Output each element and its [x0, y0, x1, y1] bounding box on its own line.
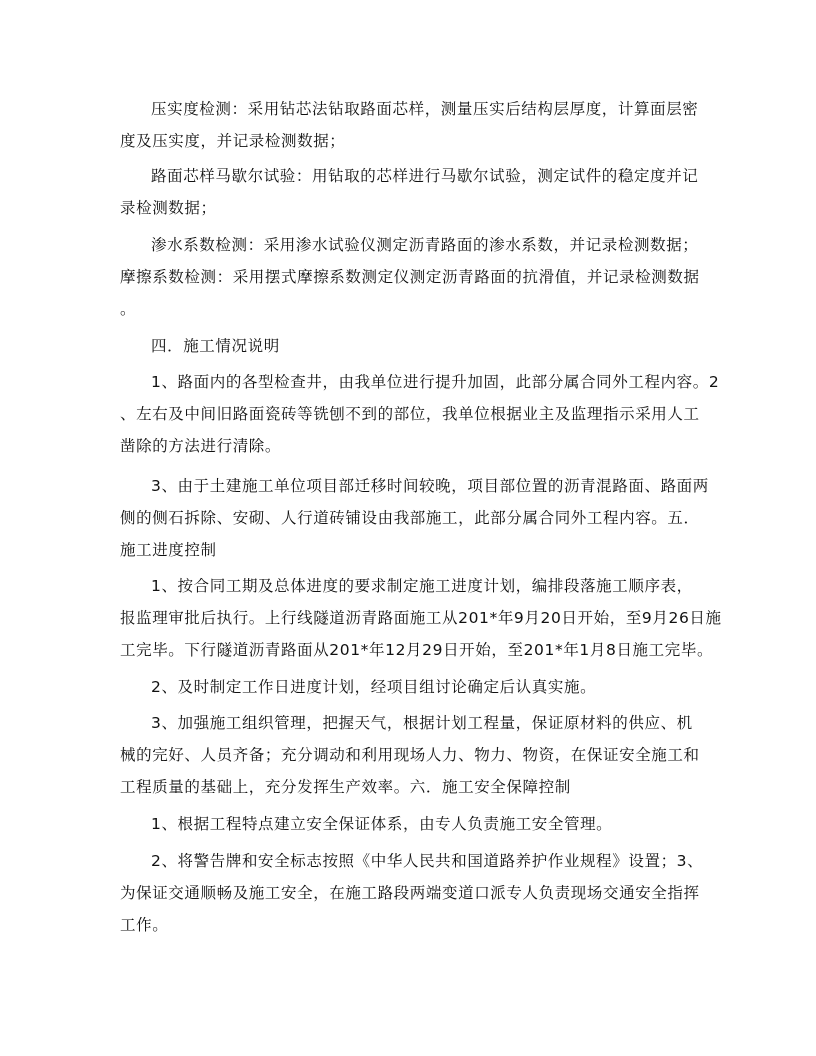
paragraph-schedule-plan — [120, 570, 722, 666]
paragraph-management — [120, 707, 698, 803]
text-line: 为保证交通顺畅及施工安全，在施工路段两端变道口派专人负责现场交通安全指挥 — [120, 884, 700, 902]
text-line: 、左右及中间旧路面瓷砖等铣刨不到的部位，我单位根据业主及监理指示采用人工 — [120, 405, 700, 423]
text-line: 1、路面内的各型检查井，由我单位进行提升加固，此部分属合同外工程内容。2 — [151, 373, 720, 391]
paragraph-daily-plan — [120, 671, 698, 703]
paragraph-warning-signs — [120, 845, 704, 941]
text-line: 施工进度控制 — [120, 541, 217, 559]
paragraph-compaction-test — [120, 93, 698, 157]
section-heading-construction — [120, 330, 698, 362]
heading-line: 四．施工情况说明 — [151, 337, 280, 355]
paragraph-safety-system — [120, 808, 698, 840]
text-line: 渗水系数检测：采用渗水试验仪测定沥青路面的渗水系数，并记录检测数据； — [151, 236, 699, 254]
text-line: 2、及时制定工作日进度计划，经项目组讨论确定后认真实施。 — [151, 678, 597, 696]
text-line: 2、将警告牌和安全标志按照《中华人民共和国道路养护作业规程》设置；3、 — [151, 852, 704, 870]
text-line: 凿除的方法进行清除。 — [120, 437, 282, 455]
paragraph-marshall-test — [120, 160, 698, 224]
paragraph-project-dept — [120, 470, 709, 566]
text-line: 报监理审批后执行。上行线隧道沥青路面施工从201*年9月20日开始，至9月26日施 — [120, 609, 722, 627]
text-line: 工完毕。下行隧道沥青路面从201*年12月29日开始，至201*年1月8日施工完毕。 — [120, 641, 714, 659]
text-line: 械的完好、人员齐备；充分调动和利用现场人力、物力、物资，在保证安全施工和 — [120, 746, 700, 764]
text-line: 3、由于土建施工单位项目部迁移时间较晚，项目部位置的沥青混路面、路面两 — [151, 477, 709, 495]
text-line: 路面芯样马歇尔试验：用钻取的芯样进行马歇尔试验，测定试件的稳定度并记 — [151, 167, 699, 185]
text-line: 侧的侧石拆除、安砌、人行道砖铺设由我部施工，此部分属合同外工程内容。五． — [120, 509, 700, 527]
text-line: 录检测数据； — [120, 199, 217, 217]
text-line: 工作。 — [120, 916, 169, 934]
text-line: 摩擦系数检测：采用摆式摩擦系数测定仪测定沥青路面的抗滑值，并记录检测数据 — [120, 268, 700, 286]
text-line: 1、根据工程特点建立安全保证体系，由专人负责施工安全管理。 — [151, 815, 613, 833]
text-line: 工程质量的基础上，充分发挥生产效率。六．施工安全保障控制 — [120, 778, 571, 796]
text-line: 度及压实度，并记录检测数据； — [120, 132, 346, 150]
text-line: 3、加强施工组织管理，把握天气，根据计划工程量，保证原材料的供应、机 — [151, 714, 693, 732]
text-line: 压实度检测：采用钻芯法钻取路面芯样，测量压实后结构层厚度，计算面层密 — [151, 100, 699, 118]
text-line: 。 — [120, 300, 137, 318]
text-line: 1、按合同工期及总体进度的要求制定施工进度计划，编排段落施工顺序表， — [151, 577, 693, 595]
paragraph-permeability-friction — [120, 229, 698, 325]
paragraph-inspection-wells — [120, 366, 720, 462]
